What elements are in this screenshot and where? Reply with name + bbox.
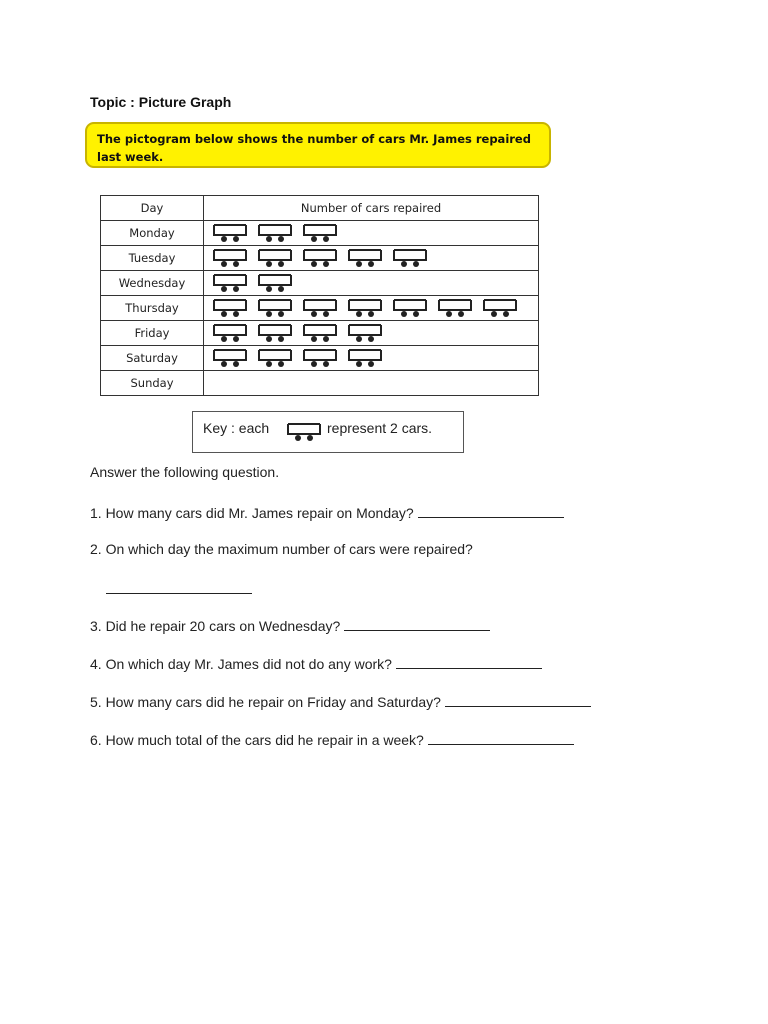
answer-blank-4[interactable] [396,654,542,669]
key-label: Key : each [203,420,270,436]
instructions: Answer the following question. [90,464,280,480]
answer-blank-1[interactable] [418,503,564,518]
car-icon [483,297,517,319]
car-icon [393,297,427,319]
cars-cell [204,221,539,246]
car-icon [438,297,472,319]
table-row [101,296,539,321]
car-icon [213,322,247,344]
answer-blank-6[interactable] [428,730,574,745]
car-icon [303,297,337,319]
header-cars: Number of cars repaired [204,196,539,221]
car-icon [258,347,292,369]
car-icon [213,347,247,369]
day-label: Monday [101,221,204,246]
question-2 [90,541,473,557]
car-icon [348,297,382,319]
table-header-row [101,196,539,221]
car-icon [258,272,292,294]
question-4-text: 4. On which day Mr. James did not do any work? [90,656,392,672]
car-icon [213,297,247,319]
key-text: represent 2 cars. [327,420,433,436]
answer-blank-5[interactable] [445,692,591,707]
intro-banner: The pictogram below shows the number of cars Mr. James repaired last week. [85,122,551,168]
day-label: Wednesday [101,271,204,296]
car-icon [213,222,247,244]
car-icon [258,297,292,319]
answer-blank-2[interactable] [106,592,252,594]
car-icon [348,347,382,369]
question-1 [90,503,564,521]
car-icon [303,222,337,244]
pictogram-table [100,195,539,396]
topic-heading: Topic : Picture Graph [90,94,232,110]
table-row [101,346,539,371]
table-row [101,321,539,346]
day-label: Friday [101,321,204,346]
table-row [101,271,539,296]
car-icon [303,247,337,269]
car-icon [258,322,292,344]
cars-cell [204,371,539,396]
question-6-text: 6. How much total of the cars did he repair in a week? [90,732,424,748]
car-icon [303,347,337,369]
question-3-text: 3. Did he repair 20 cars on Wednesday? [90,618,341,634]
car-icon [348,322,382,344]
table-row [101,246,539,271]
question-1-text: 1. How many cars did Mr. James repair on Monday? [90,505,414,521]
day-label: Saturday [101,346,204,371]
car-icon [213,272,247,294]
table-row [101,221,539,246]
header-day: Day [101,196,204,221]
table-row [101,371,539,396]
car-icon [303,322,337,344]
question-4 [90,654,542,672]
car-icon [348,247,382,269]
car-icon [213,247,247,269]
question-5-text: 5. How many cars did he repair on Friday and Saturday? [90,694,441,710]
cars-cell [204,296,539,321]
answer-blank-3[interactable] [344,616,490,631]
cars-cell [204,271,539,296]
cars-cell [204,346,539,371]
car-icon [393,247,427,269]
question-3 [90,616,490,634]
car-icon [258,222,292,244]
day-label: Tuesday [101,246,204,271]
day-label: Thursday [101,296,204,321]
car-icon [258,247,292,269]
cars-cell [204,321,539,346]
key-box [192,411,464,453]
question-2-text: 2. On which day the maximum number of cars were repaired? [90,541,473,557]
cars-cell [204,246,539,271]
day-label: Sunday [101,371,204,396]
car-icon [287,420,321,444]
question-6 [90,730,574,748]
question-5 [90,692,591,710]
